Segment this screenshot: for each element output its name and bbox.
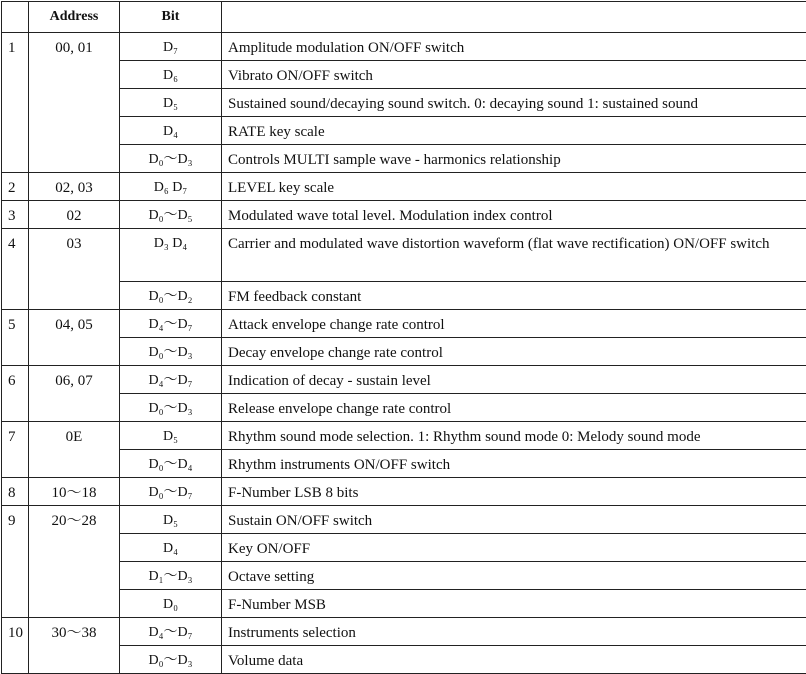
bit-cell: D₀～D₄ [120,450,222,478]
table-row [2,201,806,229]
table-row [2,506,806,534]
description-cell: RATE key scale [222,117,806,145]
group-number: 2 [2,173,29,201]
bit-cell: D₅ [120,506,222,534]
group-address: 03 [29,229,120,310]
description-cell: Indication of decay - sustain level [222,366,806,394]
group-address: 0E [29,422,120,478]
bit-cell: D₄ [120,534,222,562]
table-row [2,338,806,366]
description-cell: Sustained sound/decaying sound switch. 0: decaying sound 1: sustained sound [222,89,806,117]
bit-cell: D₄～D₇ [120,618,222,646]
description-cell: Amplitude modulation ON/OFF switch [222,33,806,61]
table-row [2,450,806,478]
bit-cell: D₇ [120,33,222,61]
description-cell: Controls MULTI sample wave - harmonics relationship [222,145,806,173]
table-row [2,89,806,117]
table-header [2,2,806,33]
group-number: 3 [2,201,29,229]
bit-cell: D₀～D₃ [120,145,222,173]
bit-cell: D₅ [120,89,222,117]
description-cell: Release envelope change rate control [222,394,806,422]
description-cell: Vibrato ON/OFF switch [222,61,806,89]
bit-cell: D₀～D₃ [120,338,222,366]
table-row [2,618,806,646]
group-number: 1 [2,33,29,173]
bit-cell: D₀～D₃ [120,394,222,422]
bit-cell: D₃ D₄ [120,229,222,282]
group-address: 10～18 [29,478,120,506]
bit-cell: D₀ [120,590,222,618]
group-number: 9 [2,506,29,618]
table-row [2,646,806,674]
description-cell: Volume data [222,646,806,674]
header-bit: Bit [120,2,222,33]
description-cell: FM feedback constant [222,282,806,310]
bit-cell: D₁～D₃ [120,562,222,590]
group-number: 8 [2,478,29,506]
group-address: 20～28 [29,506,120,618]
table-row [2,422,806,450]
description-cell: Sustain ON/OFF switch [222,506,806,534]
group-address: 04, 05 [29,310,120,366]
table-row [2,366,806,394]
description-cell: Carrier and modulated wave distortion waveform (flat wave rectification) ON/OFF switch [222,229,806,282]
bit-cell: D₆ [120,61,222,89]
bit-cell: D₄ [120,117,222,145]
table-body [2,33,806,674]
table-row [2,145,806,173]
register-table [1,1,806,674]
description-cell: Rhythm instruments ON/OFF switch [222,450,806,478]
table-row [2,229,806,282]
table-row [2,590,806,618]
description-cell: Decay envelope change rate control [222,338,806,366]
table-row [2,562,806,590]
description-cell: F-Number LSB 8 bits [222,478,806,506]
table-row [2,282,806,310]
group-address: 02, 03 [29,173,120,201]
bit-cell: D₀～D₂ [120,282,222,310]
description-cell: Rhythm sound mode selection. 1: Rhythm sound mode 0: Melody sound mode [222,422,806,450]
bit-cell: D₄～D₇ [120,310,222,338]
bit-cell: D₅ [120,422,222,450]
table-row [2,534,806,562]
table-row [2,173,806,201]
header-no [2,2,29,33]
group-address: 30～38 [29,618,120,674]
group-address: 00, 01 [29,33,120,173]
description-cell: Key ON/OFF [222,534,806,562]
description-cell: F-Number MSB [222,590,806,618]
group-number: 5 [2,310,29,366]
description-cell: Modulated wave total level. Modulation index control [222,201,806,229]
description-cell: LEVEL key scale [222,173,806,201]
header-description [222,2,806,33]
bit-cell: D₄～D₇ [120,366,222,394]
group-number: 10 [2,618,29,674]
group-number: 4 [2,229,29,310]
description-cell: Instruments selection [222,618,806,646]
header-address: Address [29,2,120,33]
table-row [2,61,806,89]
bit-cell: D₀～D₃ [120,646,222,674]
bit-cell: D₀～D₇ [120,478,222,506]
bit-cell: D₆ D₇ [120,173,222,201]
table-row [2,33,806,61]
group-number: 6 [2,366,29,422]
table-row [2,117,806,145]
table-row [2,478,806,506]
group-address: 06, 07 [29,366,120,422]
group-address: 02 [29,201,120,229]
table-row [2,394,806,422]
table-row [2,310,806,338]
description-cell: Attack envelope change rate control [222,310,806,338]
description-cell: Octave setting [222,562,806,590]
bit-cell: D₀～D₅ [120,201,222,229]
group-number: 7 [2,422,29,478]
